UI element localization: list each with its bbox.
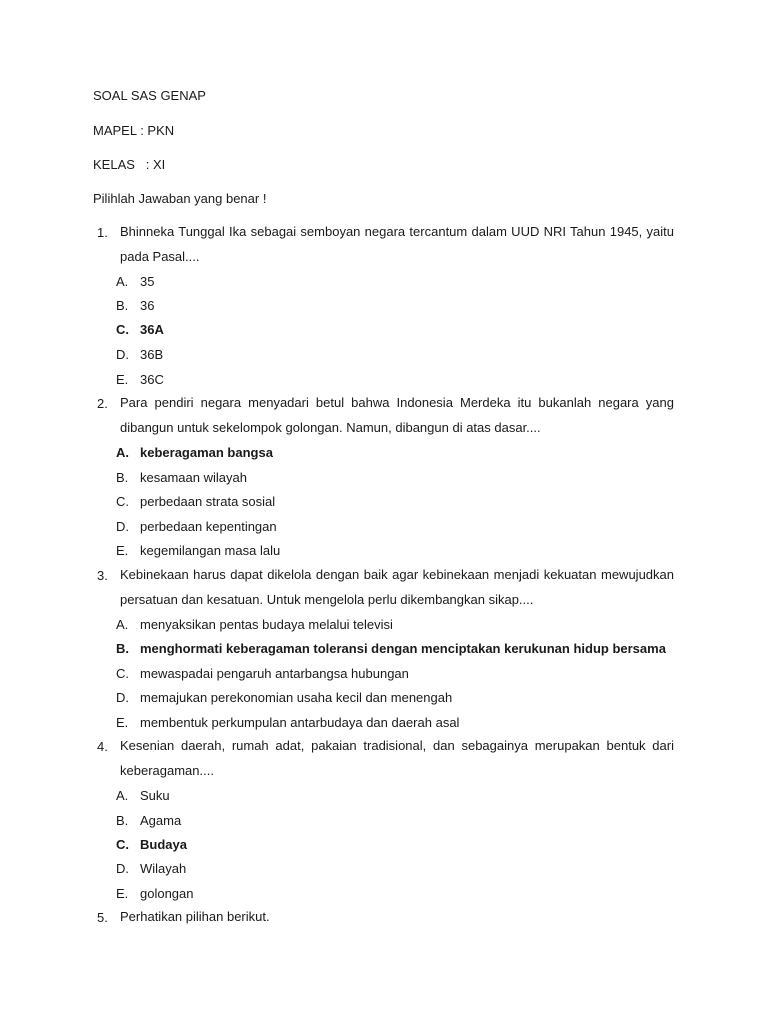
option-text: membentuk perkumpulan antarbudaya dan daerah asal [140,715,460,730]
question-number: 4. [97,739,108,754]
option-letter: A. [116,788,129,803]
option-letter: E. [116,372,129,387]
question-text: Kesenian daerah, rumah adat, pakaian tradisional, dan sebagainya merupakan bentuk dari keberagaman.... [120,738,674,778]
option-letter: D. [116,861,129,876]
option-letter: A. [116,274,129,289]
option-letter: D. [116,347,129,362]
option-text: memajukan perekonomian usaha kecil dan menengah [140,690,453,705]
option-letter-correct: C. [116,322,129,337]
option-text: golongan [140,886,194,901]
option-letter-correct: B. [116,641,129,656]
option-letter-correct: C. [116,837,129,852]
option-text: Suku [140,788,170,803]
option-text: perbedaan kepentingan [140,519,277,534]
option-text: Wilayah [140,861,187,876]
question-text: Para pendiri negara menyadari betul bahwa Indonesia Merdeka itu bukanlah negara yang dibangun untuk sekelompok golongan. Namun, dibangun di atas dasar.... [120,395,674,435]
question-number: 3. [97,568,108,583]
option-text: Agama [140,813,182,828]
option-text-correct: keberagaman bangsa [140,445,273,460]
option-letter: B. [116,470,129,485]
option-text: 35 [140,274,155,289]
instruction-line: Pilihlah Jawaban yang benar ! [93,191,267,206]
question-number: 2. [97,396,108,411]
option-letter: C. [116,494,129,509]
question-number: 5. [97,910,108,925]
question-text: Bhinneka Tunggal Ika sebagai semboyan negara tercantum dalam UUD NRI Tahun 1945, yaitu pada Pasal.... [120,224,674,264]
option-letter: E. [116,543,129,558]
question-text: Perhatikan pilihan berikut. [120,909,270,924]
class-line: KELAS : XI [93,157,166,172]
question-text: Kebinekaan harus dapat dikelola dengan baik agar kebinekaan menjadi kekuatan mewujudkan persatuan dan kesatuan. Untuk mengelola perlu dikembangkan sikap.... [120,567,674,607]
option-text-correct: menghormati keberagaman toleransi dengan menciptakan kerukunan hidup bersama [140,641,666,656]
option-letter-correct: A. [116,445,129,460]
option-text-correct: 36A [140,322,164,337]
option-text: kegemilangan masa lalu [140,543,281,558]
option-letter: E. [116,715,129,730]
option-letter: D. [116,519,129,534]
option-text: 36C [140,372,164,387]
subject-line: MAPEL : PKN [93,123,175,138]
option-text-correct: Budaya [140,837,187,852]
option-text: 36 [140,298,155,313]
option-letter: D. [116,690,129,705]
option-letter: E. [116,886,129,901]
option-text: perbedaan strata sosial [140,494,276,509]
option-text: menyaksikan pentas budaya melalui televisi [140,617,393,632]
option-text: mewaspadai pengaruh antarbangsa hubungan [140,666,409,681]
option-letter: A. [116,617,129,632]
option-letter: B. [116,298,129,313]
question-number: 1. [97,225,108,240]
option-letter: C. [116,666,129,681]
document-title: SOAL SAS GENAP [93,88,206,103]
option-text: kesamaan wilayah [140,470,247,485]
option-text: 36B [140,347,164,362]
option-letter: B. [116,813,129,828]
